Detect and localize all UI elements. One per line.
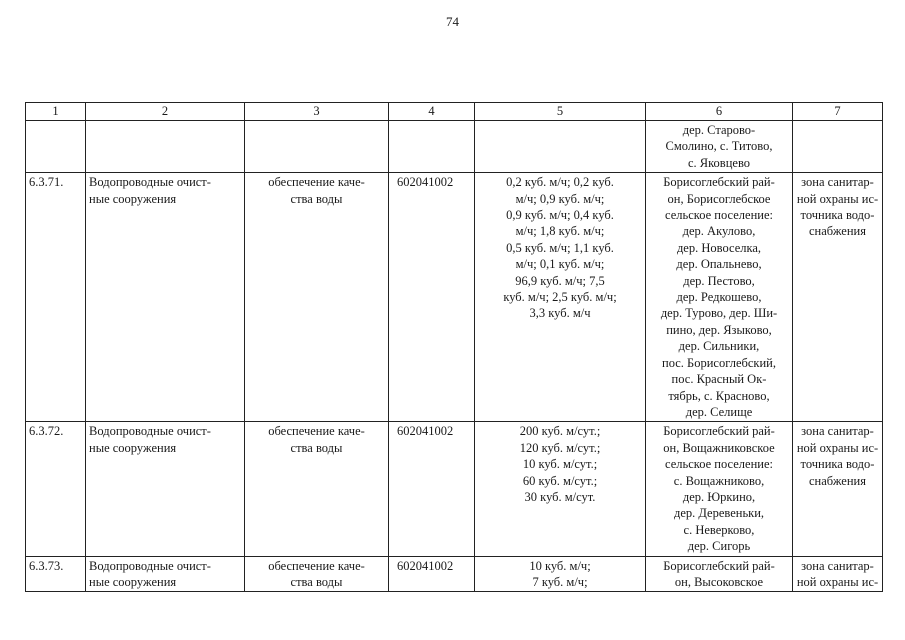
cell-line: 3,3 куб. м/ч [529,306,591,321]
cell-line: 7 куб. м/ч; [532,574,588,589]
cell-line: дер. Сильники, [678,339,760,354]
header-row [26,103,883,121]
cell-line: 200 куб. м/сут.; [519,424,601,439]
cell-line: м/ч; 1,8 куб. м/ч; [515,224,605,239]
cell-line: 10 куб. м/сут.; [522,457,598,472]
cell-line: Борисоглебский рай- [663,558,775,573]
table-row [26,121,883,173]
header-cell: 5 [475,103,646,121]
cell-line: пино, дер. Языково, [666,322,772,337]
cell-line: ной охраны ис- [796,574,879,589]
cell-location [646,121,793,173]
header-cell: 4 [389,103,475,121]
cell-zone [793,422,883,556]
header-cell: 2 [86,103,245,121]
cell-purpose [245,121,389,173]
cell-location [646,173,793,422]
cell-capacity [475,556,646,592]
cell-purpose [245,173,389,422]
cell-zone [793,121,883,173]
cell-code [389,422,475,556]
cell-line: зона санитар- [801,558,874,573]
cell-line: м/ч; 0,1 куб. м/ч; [515,257,605,272]
cell-text: 6.3.71. [29,175,64,190]
cell-line: ства воды [290,191,343,206]
cell-line: дер. Турово, дер. Ши- [660,306,778,321]
cell-number [26,121,86,173]
cell-line: дер. Опальнево, [676,257,762,272]
cell-capacity [475,173,646,422]
cell-line: сельское поселение: [665,457,773,472]
cell-zone [793,173,883,422]
cell-line: он, Высоковское [674,574,764,589]
cell-line: ные сооружения [89,191,177,206]
cell-location [646,422,793,556]
cell-object-name [86,422,245,556]
cell-line: с. Яковцево [687,155,751,170]
cell-line: он, Борисоглебское [667,191,771,206]
cell-text: 6.3.72. [29,424,64,439]
cell-line: зона санитар- [801,175,874,190]
cell-line: 0,2 куб. м/ч; 0,2 куб. [506,175,614,190]
cell-line: обеспечение каче- [268,558,365,573]
cell-code [389,173,475,422]
cell-line: точника водо- [800,208,875,223]
cell-line: Водопроводные очист- [89,558,211,573]
cell-line: Борисоглебский рай- [663,175,775,190]
data-table [25,102,883,592]
cell-line: 60 куб. м/сут.; [522,473,598,488]
cell-line: 30 куб. м/сут. [524,489,596,504]
cell-line: 0,9 куб. м/ч; 0,4 куб. [506,208,614,223]
header-cell: 6 [646,103,793,121]
cell-line: сельское поселение: [665,208,773,223]
cell-line: 0,5 куб. м/ч; 1,1 куб. [506,240,614,255]
page-number: 74 [446,14,459,29]
cell-object-name [86,121,245,173]
cell-line: обеспечение каче- [268,175,365,190]
cell-line: Водопроводные очист- [89,424,211,439]
cell-text: 602041002 [397,558,454,573]
table-row [26,422,883,556]
cell-line: Борисоглебский рай- [663,424,775,439]
cell-line: м/ч; 0,9 куб. м/ч; [515,191,605,206]
cell-line: ства воды [290,440,343,455]
cell-line: дер. Пестово, [683,273,755,288]
cell-line: с. Вощажниково, [673,473,765,488]
cell-object-name [86,173,245,422]
cell-line: снабжения [809,224,866,239]
cell-object-name [86,556,245,592]
cell-line: ной охраны ис- [796,191,879,206]
cell-purpose [245,422,389,556]
cell-line: 96,9 куб. м/ч; 7,5 [515,273,605,288]
cell-line: он, Вощажниковское [663,440,775,455]
cell-number [26,173,86,422]
cell-text: 602041002 [397,424,454,439]
cell-line: тябрь, с. Красново, [668,388,770,403]
header-cell: 3 [245,103,389,121]
cell-capacity [475,121,646,173]
header-cell: 1 [26,103,86,121]
cell-line: дер. Юркино, [682,489,756,504]
cell-line: дер. Новоселка, [676,240,762,255]
cell-line: точника водо- [800,457,875,472]
cell-line: дер. Селище [685,404,753,419]
table-row [26,173,883,422]
cell-text: 6.3.73. [29,558,64,573]
cell-line: дер. Старово- [682,123,756,137]
cell-zone [793,556,883,592]
cell-line: зона санитар- [801,424,874,439]
cell-purpose [245,556,389,592]
cell-number [26,556,86,592]
cell-line: дер. Акулово, [682,224,756,239]
cell-line: ной охраны ис- [796,440,879,455]
cell-code [389,121,475,173]
cell-text: 602041002 [397,175,454,190]
cell-line: дер. Деревеньки, [673,506,765,521]
cell-line: пос. Красный Ок- [671,372,767,387]
cell-line: ные сооружения [89,440,177,455]
cell-code [389,556,475,592]
cell-line: пос. Борисоглебский, [662,355,776,370]
cell-line: ные сооружения [89,574,177,589]
cell-location [646,556,793,592]
cell-line: дер. Сигорь [687,539,751,554]
cell-line: с. Неверково, [683,522,755,537]
cell-line: Водопроводные очист- [89,175,211,190]
header-cell: 7 [793,103,883,121]
cell-line: ства воды [290,574,343,589]
cell-number [26,422,86,556]
cell-line: Смолино, с. Титово, [665,139,773,154]
cell-line: 10 куб. м/ч; [529,558,591,573]
cell-capacity [475,422,646,556]
cell-line: обеспечение каче- [268,424,365,439]
table-row [26,556,883,592]
cell-line: снабжения [809,473,866,488]
cell-line: куб. м/ч; 2,5 куб. м/ч; [503,290,617,305]
cell-line: 120 куб. м/сут.; [519,440,601,455]
cell-line: дер. Редкошево, [676,290,762,305]
